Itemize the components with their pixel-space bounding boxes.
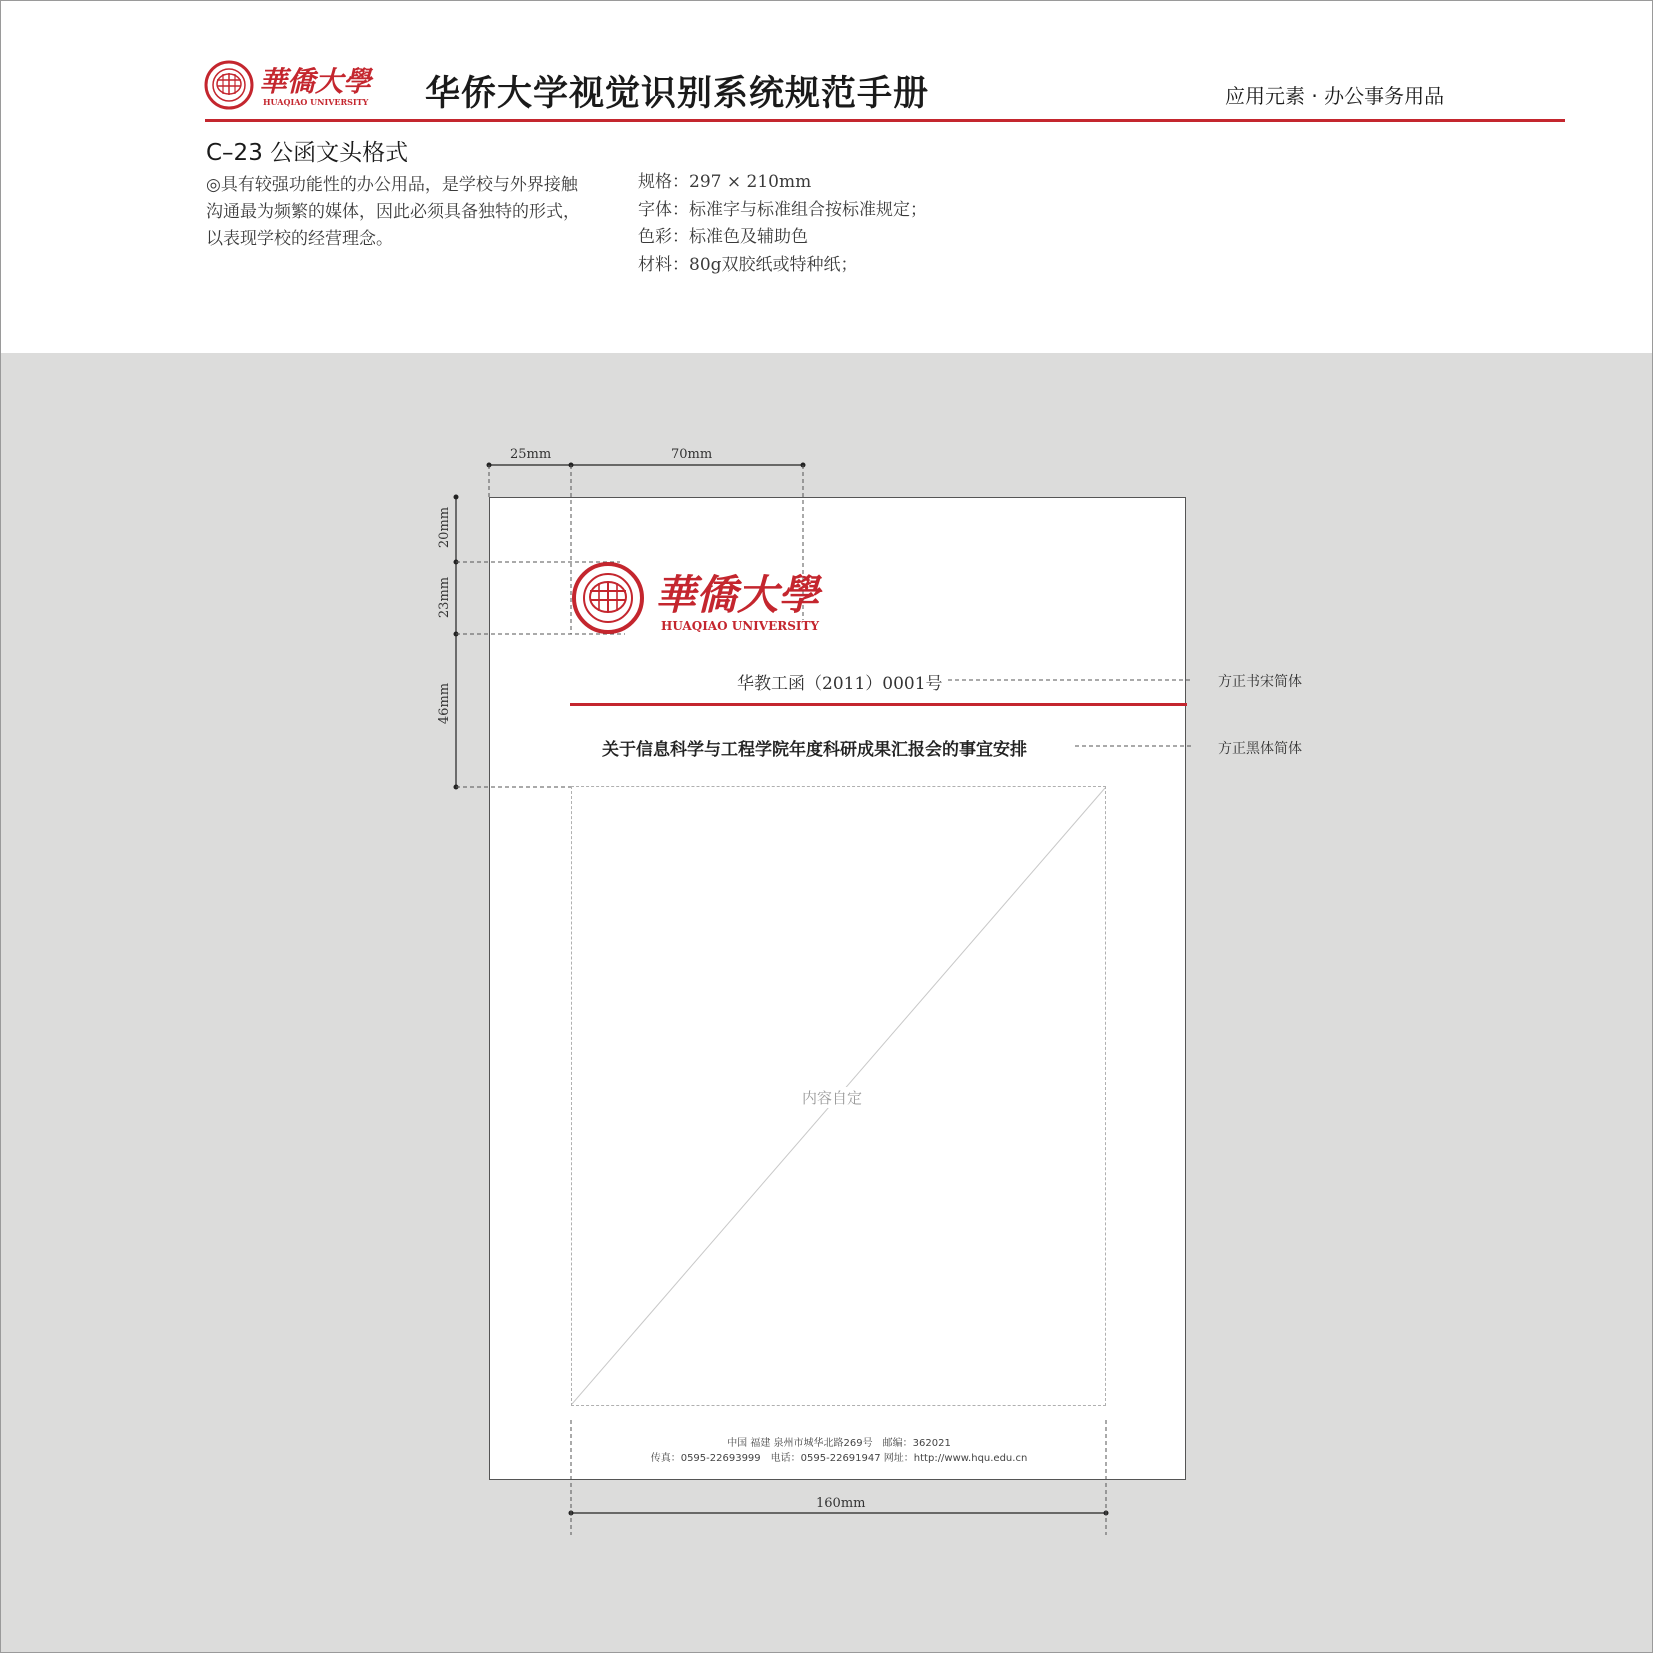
dim-logo-height: 23mm: [437, 576, 453, 619]
dim-logo-width: 70mm: [671, 447, 713, 462]
spec-size: 规格：297 × 210mm: [638, 172, 812, 192]
letterhead-logo-wordmark: 華僑大學: [655, 571, 819, 619]
dim-content-width: 160mm: [816, 1496, 866, 1511]
header-logo-english: HUAQIAO UNIVERSITY: [263, 97, 369, 107]
footer-contact: 传真：0595-22693999 电话：0595-22691947 网址：http://www.hqu.edu.cn: [650, 1453, 1028, 1464]
footer-address: 中国 福建 泉州市城华北路269号 邮编：362021: [727, 1438, 951, 1449]
doc-title-font-note: 方正黑体简体: [1218, 741, 1302, 757]
letterhead-red-rule: [570, 703, 1187, 706]
spec-font: 字体：标准字与标准组合按标准规定；: [638, 199, 927, 220]
content-placeholder: 内容自定: [802, 1089, 863, 1107]
dim-header-gap: 46mm: [437, 682, 453, 725]
spec-color: 色彩：标准色及辅助色: [638, 227, 808, 247]
document-number: 华教工函（2011）0001号: [737, 674, 943, 694]
dim-top-margin: 20mm: [437, 506, 453, 549]
dim-left-margin: 25mm: [510, 447, 552, 462]
manual-title: 华侨大学视觉识别系统规范手册: [425, 73, 930, 114]
section-name: 应用元素 · 办公事务用品: [1225, 84, 1445, 108]
item-description: ◎具有较强功能性的办公用品，是学校与外界接触沟通最为频繁的媒体，因此必须具备独特的形式，以表现学校的经营理念。: [206, 175, 580, 249]
doc-number-font-note: 方正书宋简体: [1218, 674, 1302, 690]
item-code-title: C–23 公函文头格式: [206, 140, 409, 166]
letterhead-seal-icon: [571, 561, 645, 635]
letterhead-logo-english: HUAQIAO UNIVERSITY: [661, 619, 820, 633]
header-logo-wordmark: 華僑大學: [259, 65, 372, 98]
spec-material: 材料：80g双胶纸或特种纸；: [638, 254, 858, 275]
document-title: 关于信息科学与工程学院年度科研成果汇报会的事宜安排: [602, 740, 1027, 760]
